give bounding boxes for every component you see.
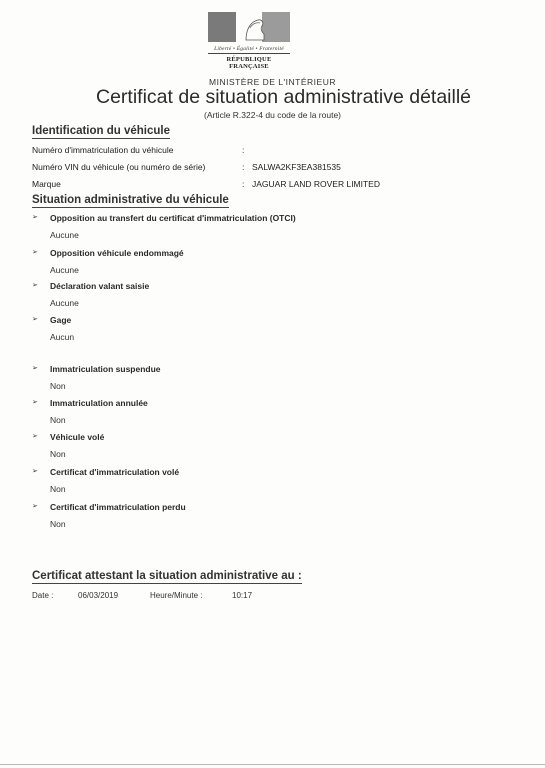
document-title: Certificat de situation administrative détaillé (96, 86, 472, 108)
date-label: Date : (32, 591, 54, 600)
situation-item-value: Non (50, 381, 66, 391)
situation-item-label: Certificat d'immatriculation perdu (50, 502, 186, 512)
document-subtitle: (Article R.322-4 du code de la route) (203, 110, 342, 120)
time-label: Heure/Minute : (150, 591, 203, 600)
situation-item-value: Aucune (50, 265, 79, 275)
situation-item-value: Aucune (50, 298, 79, 308)
logo-motto: Liberté • Égalité • Fraternité (214, 46, 284, 52)
situation-item-label: Déclaration valant saisie (50, 281, 150, 291)
bullet-arrow-icon: ➢ (32, 399, 38, 406)
republic-logo (208, 12, 290, 70)
situation-item-label: Opposition véhicule endommagé (50, 248, 184, 258)
row-label: Marque (32, 179, 61, 189)
bullet-arrow-icon: ➢ (32, 468, 38, 475)
identification-heading: Identification du véhicule (32, 125, 171, 137)
situation-item-label: Immatriculation annulée (50, 398, 148, 408)
situation-item-value: Non (50, 519, 66, 529)
situation-item-label: Véhicule volé (50, 432, 105, 442)
row-label: Numéro VIN du véhicule (ou numéro de série) (32, 162, 206, 172)
bullet-arrow-icon: ➢ (32, 433, 38, 440)
row-separator: : (242, 162, 245, 172)
bullet-arrow-icon: ➢ (32, 316, 38, 323)
marianne-logo-icon (208, 12, 290, 42)
bullet-arrow-icon: ➢ (32, 503, 38, 510)
row-value: SALWA2KF3EA381535 (252, 162, 341, 172)
situation-item-label: Immatriculation suspendue (50, 364, 161, 374)
date-value: 06/03/2019 (78, 591, 119, 600)
page-bottom-rule (0, 764, 545, 765)
bullet-arrow-icon: ➢ (32, 365, 38, 372)
logo-republic: RÉPUBLIQUE FRANÇAISE (208, 53, 290, 70)
ministry-name: MINISTÈRE DE L'INTÉRIEUR (209, 77, 336, 87)
situation-item-value: Aucune (50, 230, 79, 240)
row-separator: : (242, 145, 245, 155)
situation-item-label: Opposition au transfert du certificat d'immatriculation (OTCI) (50, 213, 296, 223)
situation-heading: Situation administrative du véhicule (32, 194, 229, 206)
situation-item-label: Certificat d'immatriculation volé (50, 467, 180, 477)
bullet-arrow-icon: ➢ (32, 282, 38, 289)
certificate-date-heading: Certificat attestant la situation administrative au : (32, 570, 302, 582)
situation-item-value: Non (50, 415, 66, 425)
situation-item-label: Gage (50, 315, 72, 325)
row-value: JAGUAR LAND ROVER LIMITED (252, 179, 380, 189)
bullet-arrow-icon: ➢ (32, 249, 38, 256)
situation-item-value: Non (50, 449, 66, 459)
row-label: Numéro d'immatriculation du véhicule (32, 145, 174, 155)
time-value: 10:17 (232, 591, 253, 600)
situation-item-value: Aucun (50, 332, 75, 342)
bullet-arrow-icon: ➢ (32, 214, 38, 221)
situation-item-value: Non (50, 484, 66, 494)
row-separator: : (242, 179, 245, 189)
